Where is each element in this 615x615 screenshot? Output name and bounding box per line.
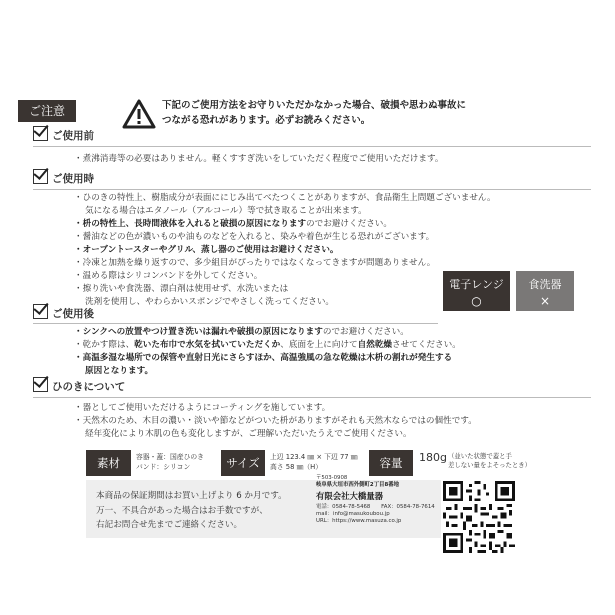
warranty-line-1: 本商品の保証期間はお買い上げより 6 か月です。 bbox=[96, 491, 287, 501]
size-tag: サイズ bbox=[221, 450, 265, 476]
after-use-line-3: ・高温多湿な場所での保管や直射日光にさらすほか、高温強風の急な乾燥は木枡の割れが発生する bbox=[74, 353, 453, 363]
after-use-line-2: ・乾かす際は、乾いた布巾で水気を拭いていただくか、底面を上に向けて自然乾燥させてください。 bbox=[74, 340, 461, 350]
capacity-tag: 容量 bbox=[369, 450, 413, 476]
warranty-line-2: 万一、不具合があった場合はお手数ですが、 bbox=[96, 505, 268, 516]
material-detail: 容器・蓋：国産ひのき バンド：シリコン bbox=[136, 453, 204, 471]
microwave-badge: 電子レンジ ○ bbox=[443, 271, 510, 311]
section-during-use-title: ご使用時 bbox=[33, 169, 94, 187]
hinoki-line-1: ・器としてご使用いただけるようにコーティングを施しています。 bbox=[74, 403, 331, 413]
warning-text: 下記のご使用方法をお守りいただかなかった場合、破損や思わぬ事故に つながる恐れがあります。必ずお読みください。 bbox=[162, 100, 467, 126]
during-use-line-4: ・醤油などの色が濃いものや油ものなどを入れると、染みや着色が生じる恐れがございます。 bbox=[74, 232, 435, 242]
during-use-line-2: 気になる場合はエタノール（アルコール）等で拭き取ることが出来ます。 bbox=[85, 206, 367, 216]
during-use-line-3: ・枡の特性上、長時間液体を入れると破損の原因になりますのでお避けください。 bbox=[74, 219, 392, 229]
size-detail: 上辺 123.4 ㎜ × 下辺 77 ㎜ 高さ 58 ㎜（H） bbox=[270, 453, 358, 471]
section-about-hinoki-title: ひのきについて bbox=[33, 377, 125, 395]
warranty-line-3: 右記お問合せ先までご連絡ください。 bbox=[96, 520, 243, 530]
after-use-line-4: 原因となります。 bbox=[85, 366, 154, 376]
hinoki-line-3: 経年変化により木肌の色も変化しますが、ご理解いただいたうえでご使用ください。 bbox=[85, 429, 412, 439]
after-use-line-1: ・シンクへの放置やつけ置き洗いは漏れや破損の原因になりますのでお避けください。 bbox=[74, 327, 409, 337]
material-tag: 素材 bbox=[86, 450, 131, 476]
divider bbox=[33, 146, 591, 147]
during-use-line-1: ・ひのきの特性上、樹脂成分が表面ににじみ出てべたつくことがありますが、食品衛生上問題ございません。 bbox=[74, 193, 496, 203]
during-use-line-6: ・冷凍と加熱を繰り返すので、多少組目がぴったりではなくなってきますが問題ありません。 bbox=[74, 258, 436, 268]
capacity-note: （並いた状態で蓋と手 差しない量をよそったとき） bbox=[448, 452, 532, 469]
during-use-line-5: ・オーブントースターやグリル、蒸し器のご使用はお避けください。 bbox=[74, 245, 339, 255]
warning-icon bbox=[122, 99, 156, 129]
checkbox-icon bbox=[33, 169, 48, 184]
dishwasher-badge: 食洗器 × bbox=[516, 271, 574, 311]
caution-tag: ご注意 bbox=[18, 100, 76, 122]
before-use-line-1: ・煮沸消毒等の必要はありません。軽くすすぎ洗いをしていただく程度でご使用いただけます。 bbox=[74, 154, 444, 164]
section-before-use-title: ご使用前 bbox=[33, 126, 94, 144]
divider bbox=[33, 323, 438, 324]
checkbox-icon bbox=[33, 126, 48, 141]
checkbox-icon bbox=[33, 304, 48, 319]
qr-code bbox=[443, 481, 515, 553]
during-use-line-7: ・温める際はシリコンバンドを外してください。 bbox=[74, 271, 263, 281]
section-after-use-title: ご使用後 bbox=[33, 304, 94, 322]
hinoki-line-2: ・天然木のため、木目の濃い・淡いや節などがついた枡がありますがそれも天然木ならではの個性です。 bbox=[74, 416, 477, 426]
divider bbox=[33, 189, 591, 190]
capacity-value: 180g bbox=[419, 451, 447, 464]
divider bbox=[33, 397, 591, 398]
warranty-box bbox=[86, 480, 311, 538]
company-info: 〒503-0908 岐阜県大垣市西外側町2丁目8番地 有限会社大橋量器 電話：0584-78-5468 FAX：0584-78-7614 mail：info@masukoubou.jp URL：https://www.masuza.co.jp bbox=[316, 475, 435, 524]
checkbox-icon bbox=[33, 377, 48, 392]
during-use-line-9: 洗剤を使用し、やわらかいスポンジでやさしく洗ってください。 bbox=[85, 297, 335, 307]
during-use-line-8: ・擦り洗いや食洗器、漂白剤は使用せず、水洗いまたは bbox=[74, 284, 289, 294]
